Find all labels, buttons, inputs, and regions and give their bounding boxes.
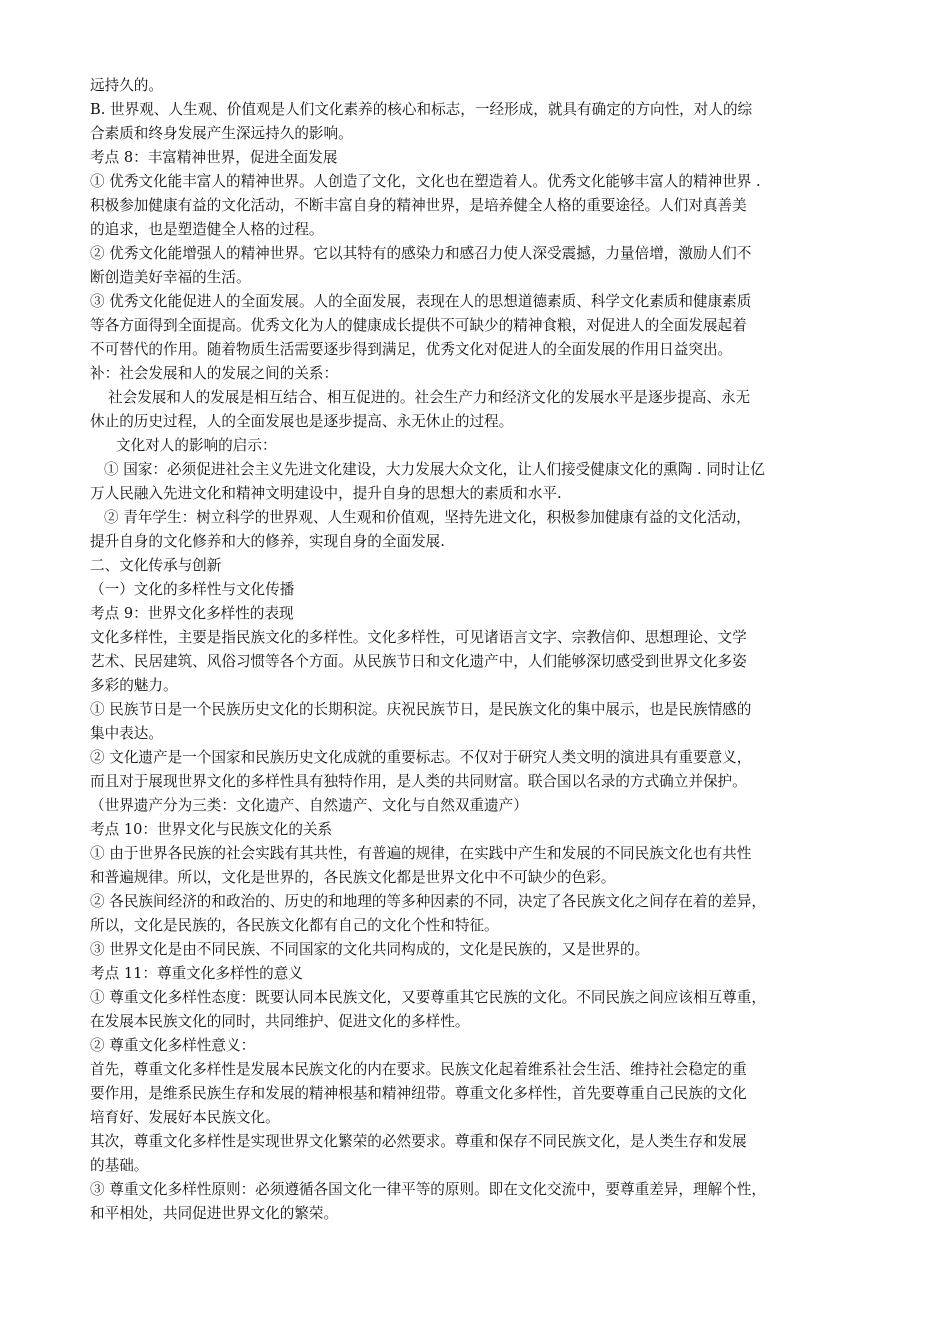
section-heading: 考点 9：世界文化多样性的表现 bbox=[90, 605, 294, 622]
section-heading: 考点 8：丰富精神世界，促进全面发展 bbox=[90, 149, 338, 166]
text-line: 首先，尊重文化多样性是发展本民族文化的内在要求。民族文化起着维系社会生活、维持社会稳定的重 bbox=[90, 1061, 747, 1078]
text-line: ② 尊重文化多样性意义： bbox=[90, 1037, 256, 1054]
text-line: ① 国家：必须促进社会主义先进文化建设，大力发展大众文化，让人们接受健康文化的熏陶 . 同时让亿 bbox=[104, 461, 765, 478]
text-line: ③ 尊重文化多样性原则：必须遵循各国文化一律平等的原则。即在文化交流中，要尊重差异，理解个性， bbox=[90, 1181, 766, 1198]
text-line: 所以，文化是民族的，各民族文化都有自己的文化个性和特征。 bbox=[90, 917, 499, 934]
text-line: 不可替代的作用。随着物质生活需要逐步得到满足，优秀文化对促进人的全面发展的作用日益突出。 bbox=[90, 341, 733, 358]
text-line: ① 民族节日是一个民族历史文化的长期积淀。庆祝民族节日，是民族文化的集中展示，也是民族情感的 bbox=[90, 701, 752, 718]
text-line: 其次，尊重文化多样性是实现世界文化繁荣的必然要求。尊重和保存不同民族文化，是人类生存和发展 bbox=[90, 1133, 747, 1150]
section-heading: （一）文化的多样性与文化传播 bbox=[90, 581, 295, 598]
text-line: 要作用，是维系民族生存和发展的精神根基和精神纽带。尊重文化多样性，首先要尊重自己民族的文化 bbox=[90, 1085, 747, 1102]
text-line: ③ 世界文化是由不同民族、不同国家的文化共同构成的，文化是民族的，又是世界的。 bbox=[90, 941, 650, 958]
text-line: 积极参加健康有益的文化活动，不断丰富自身的精神世界，是培养健全人格的重要途径。人们对真善美 bbox=[90, 197, 747, 214]
text-line: 集中表达。 bbox=[90, 725, 163, 742]
section-heading: 二、文化传承与创新 bbox=[90, 557, 222, 574]
text-line: 断创造美好幸福的生活。 bbox=[90, 269, 251, 286]
section-heading: 考点 10：世界文化与民族文化的关系 bbox=[90, 821, 333, 838]
text-line: 在发展本民族文化的同时，共同维护、促进文化的多样性。 bbox=[90, 1013, 470, 1030]
text-line: （世界遗产分为三类：文化遗产、自然遗产、文化与自然双重遗产） bbox=[90, 797, 528, 814]
text-line: 提升自身的文化修养和大的修养，实现自身的全面发展. bbox=[90, 533, 445, 550]
text-line: 和普遍规律。所以，文化是世界的，各民族文化都是世界文化中不可缺少的色彩。 bbox=[90, 869, 616, 886]
text-line: B. 世界观、人生观、价值观是人们文化素养的核心和标志，一经形成，就具有确定的方向性，对人的综 bbox=[90, 101, 753, 118]
text-line: 等各方面得到全面提高。优秀文化为人的健康成长提供不可缺少的精神食粮，对促进人的全面发展起着 bbox=[90, 317, 747, 334]
document-page bbox=[90, 74, 865, 1226]
text-line: 远持久的。 bbox=[90, 77, 163, 94]
text-line: 的基础。 bbox=[90, 1157, 149, 1174]
text-line: 休止的历史过程，人的全面发展也是逐步提高、永无休止的过程。 bbox=[90, 413, 514, 430]
text-line: 而且对于展现世界文化的多样性具有独特作用，是人类的共同财富。联合国以名录的方式确立并保护。 bbox=[90, 773, 747, 790]
text-line: ② 文化遗产是一个国家和民族历史文化成就的重要标志。不仅对于研究人类文明的演进具有重要意义， bbox=[90, 749, 752, 766]
text-line: ② 优秀文化能增强人的精神世界。它以其特有的感染力和感召力使人深受震撼，力量倍增，激励人们不 bbox=[90, 245, 752, 262]
text-line: ① 尊重文化多样性态度：既要认同本民族文化，又要尊重其它民族的文化。不同民族之间应该相互尊重， bbox=[90, 989, 766, 1006]
section-heading: 文化对人的影响的启示： bbox=[116, 437, 277, 454]
text-line: 文化多样性，主要是指民族文化的多样性。文化多样性，可见诸语言文字、宗教信仰、思想理论、文学 bbox=[90, 629, 747, 646]
text-line: 多彩的魅力。 bbox=[90, 677, 178, 694]
text-line: ② 青年学生：树立科学的世界观、人生观和价值观，坚持先进文化，积极参加健康有益的文化活动， bbox=[104, 509, 751, 526]
section-heading: 补：社会发展和人的发展之间的关系： bbox=[90, 365, 339, 382]
text-line: ① 由于世界各民族的社会实践有其共性，有普遍的规律，在实践中产生和发展的不同民族文化也有共性 bbox=[90, 845, 752, 862]
text-line: ② 各民族间经济的和政治的、历史的和地理的等多种因素的不同，决定了各民族文化之间存在着的差异， bbox=[90, 893, 766, 910]
text-line: 的追求，也是塑造健全人格的过程。 bbox=[90, 221, 324, 238]
text-line: 合素质和终身发展产生深远持久的影响。 bbox=[90, 125, 353, 142]
section-heading: 考点 11：尊重文化多样性的意义 bbox=[90, 965, 303, 982]
text-line: 培育好、发展好本民族文化。 bbox=[90, 1109, 280, 1126]
text-line: 和平相处，共同促进世界文化的繁荣。 bbox=[90, 1205, 339, 1222]
text-line: ① 优秀文化能丰富人的精神世界。人创造了文化，文化也在塑造着人。优秀文化能够丰富人的精神世界 . bbox=[90, 173, 761, 190]
text-line: 社会发展和人的发展是相互结合、相互促进的。社会生产力和经济文化的发展水平是逐步提高、永无 bbox=[108, 389, 751, 406]
text-line: 艺术、民居建筑、风俗习惯等各个方面。从民族节日和文化遗产中，人们能够深切感受到世界文化多姿 bbox=[90, 653, 747, 670]
text-line: ③ 优秀文化能促进人的全面发展。人的全面发展，表现在人的思想道德素质、科学文化素质和健康素质 bbox=[90, 293, 752, 310]
text-line: 万人民融入先进文化和精神文明建设中，提升自身的思想大的素质和水平. bbox=[90, 485, 562, 502]
